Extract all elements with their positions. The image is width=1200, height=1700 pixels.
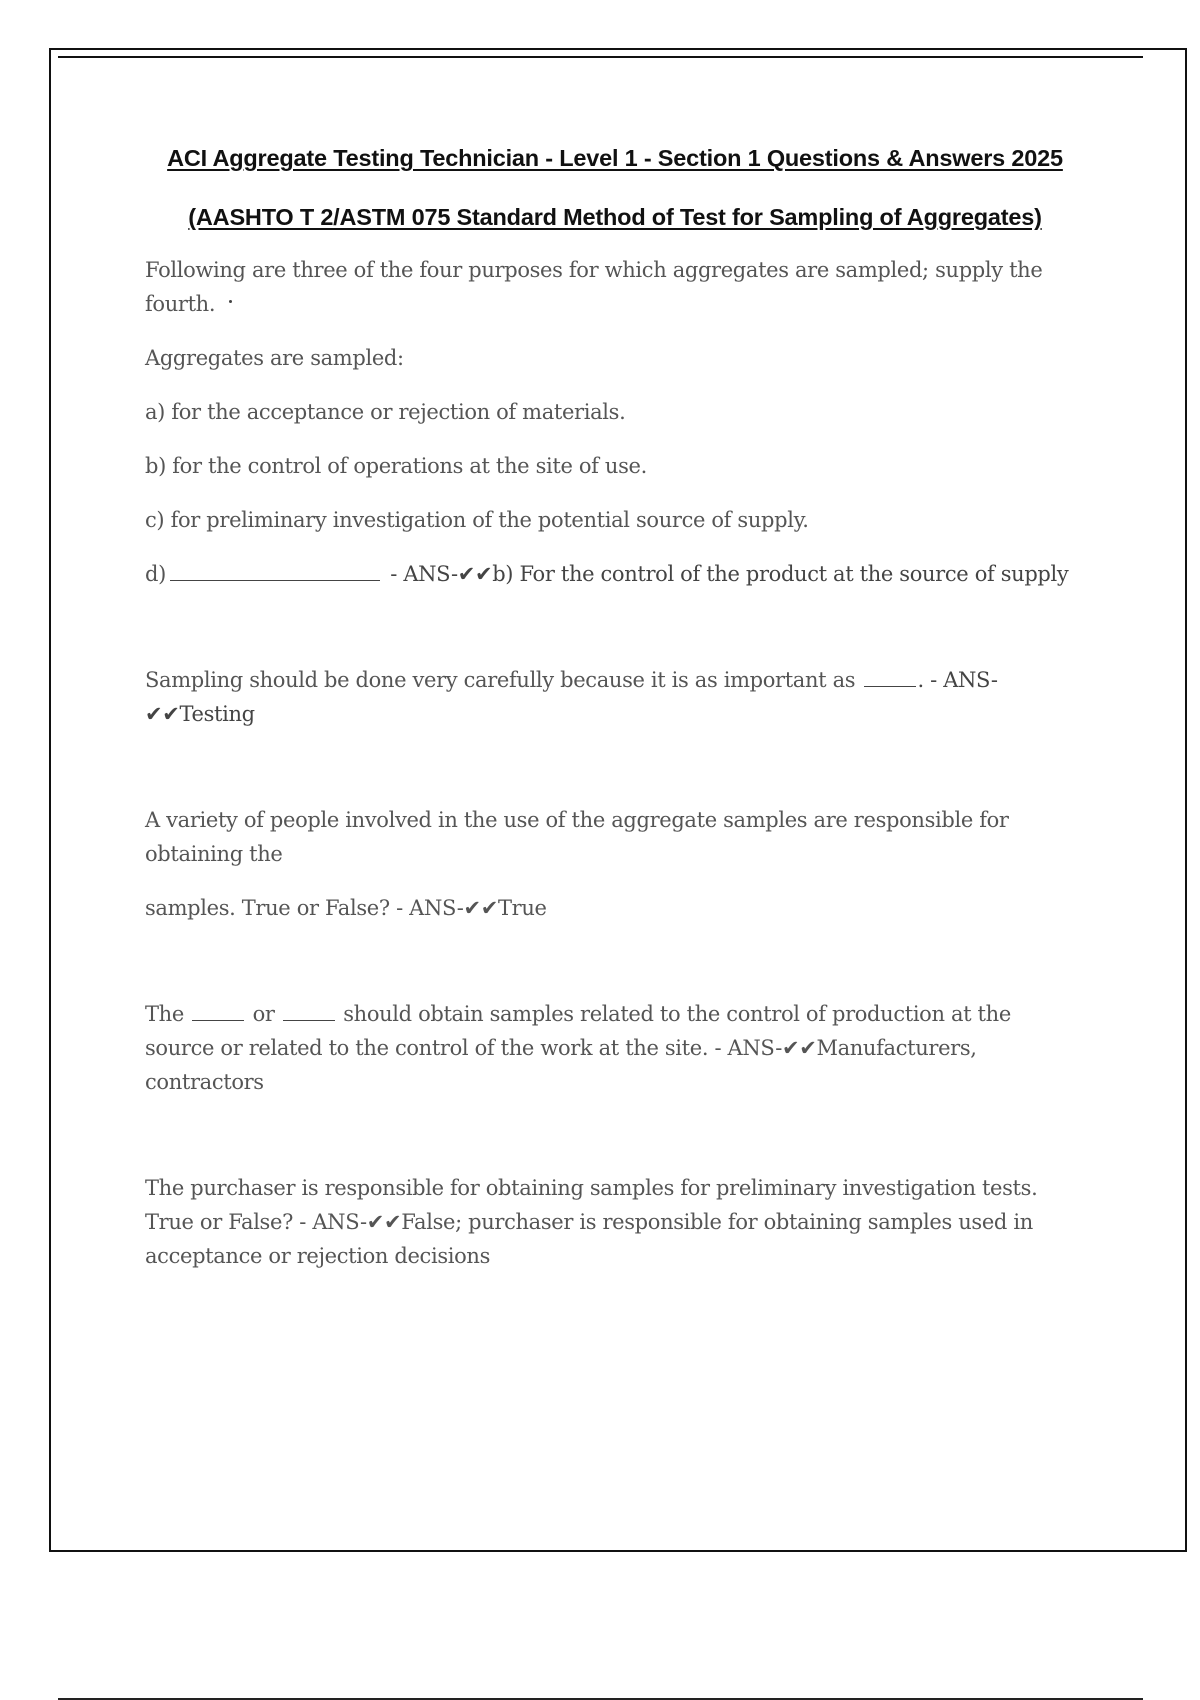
document-content [145,145,1085,1273]
question-1-intro [145,253,1085,321]
answer-blank [283,1002,335,1021]
answer-blank [170,562,380,581]
question-4-mid: or [246,1002,281,1026]
question-1-lead: Aggregates are sampled: [145,346,404,370]
item-d-answer: - ANS-✔✔b) For the control of the product at the source of supply [383,562,1069,586]
question-4 [145,997,1085,1099]
question-4-start: The [145,1002,191,1026]
question-3-line-2: samples. True or False? - ANS-✔✔True [145,896,547,920]
question-2-text: Sampling should be done very carefully because it is as important as [145,668,862,692]
question-3-line-1: A variety of people involved in the use of the aggregate samples are responsible for obtaining the [145,808,1009,866]
question-4-end: should obtain samples related to the control of production at the source or related to the control of the work at the site. - ANS-✔✔Manufacturers, contractors [145,1002,1011,1094]
question-2-answer: . - ANS-✔✔Testing [145,668,998,726]
question-2 [145,663,1085,731]
question-1-item-d [145,557,1085,591]
question-1-item-c: c) for preliminary investigation of the potential source of supply. [145,508,809,532]
question-1-item-a: a) for the acceptance or rejection of materials. [145,400,626,424]
question-5: The purchaser is responsible for obtaining samples for preliminary investigation tests. True or False? - ANS-✔✔False; purchaser is responsible for obtaining samples used in acceptance or rejection decisions [145,1176,1038,1268]
item-d-label: d) [145,562,166,586]
answer-blank [192,1002,244,1021]
document-title: ACI Aggregate Testing Technician - Level 1 - Section 1 Questions & Answers 2025 [167,145,1063,171]
document-subtitle: (AASHTO T 2/ASTM 075 Standard Method of Test for Sampling of Aggregates) [188,204,1042,230]
question-1-item-b: b) for the control of operations at the site of use. [145,454,647,478]
answer-blank [864,668,916,687]
stray-dot [229,300,232,303]
question-1-intro-text: Following are three of the four purposes for which aggregates are sampled; supply the fourth. [145,258,1043,316]
